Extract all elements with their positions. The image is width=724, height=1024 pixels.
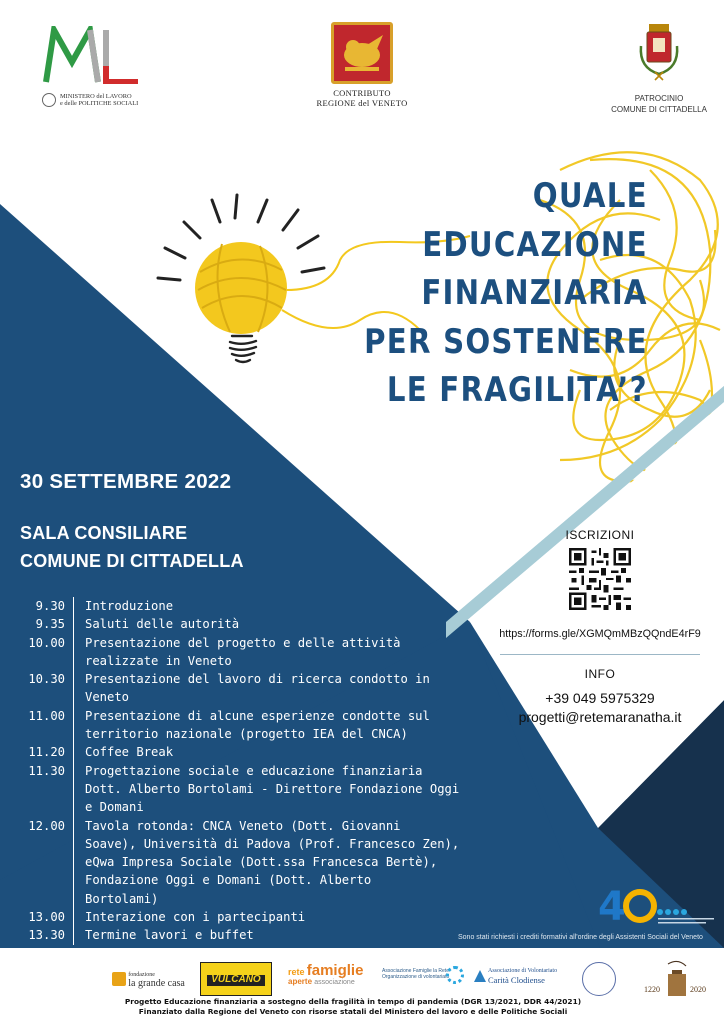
program-description xyxy=(74,707,430,744)
program-description xyxy=(74,597,173,615)
program-description-line: Termine lavori e buffet xyxy=(85,928,254,943)
venue-line1: SALA CONSILIARE xyxy=(20,523,188,543)
drop-icon xyxy=(474,970,486,982)
vulcano-logo xyxy=(200,962,272,996)
info-label: INFO xyxy=(584,667,616,681)
lion-of-st-mark-icon xyxy=(331,22,393,84)
program-item xyxy=(24,762,484,817)
rete-famiglie-aperte-logo xyxy=(288,964,363,988)
svg-text:4: 4 xyxy=(598,884,626,928)
program-time: 11.00 xyxy=(24,707,74,744)
famiglie-l2: famiglie xyxy=(306,962,364,979)
program-description-line: Introduzione xyxy=(85,599,174,613)
ministero-caption-line2: e delle POLITICHE SOCIALI xyxy=(60,100,139,107)
credits-note: Sono stati richiesti i crediti formativi all'ordine degli Assistenti Sociali del Veneto xyxy=(458,934,703,941)
program-description-line: Veneto xyxy=(85,690,130,705)
title-line: LE FRAGILITA’? xyxy=(387,370,648,410)
cnca-40-anniversary-logo xyxy=(598,882,718,928)
program-description xyxy=(74,743,173,761)
la-grande-casa-logo xyxy=(112,970,185,988)
program-description-line: Coffee Break xyxy=(85,745,174,760)
venue-line2: COMUNE DI CITTADELLA xyxy=(20,551,244,571)
cittadella-caption-line1: PATROCINIO xyxy=(634,94,684,103)
info-phone[interactable]: +39 049 5975329 xyxy=(545,690,655,706)
program-description-line: e Domani xyxy=(85,800,144,815)
program-description-line: Bortolami) xyxy=(85,891,159,906)
program-description-line: Dott. Alberto Bortolami - Direttore Fondazione Oggi xyxy=(85,781,460,796)
ml-monogram-icon xyxy=(42,26,142,84)
program-time: 13.00 xyxy=(24,908,74,926)
house-icon xyxy=(112,972,126,986)
carita-l2: Carità Clodiense xyxy=(488,974,545,985)
program-time: 13.30 xyxy=(24,926,74,944)
footer-funding-text xyxy=(118,997,588,1017)
program-description-line: Soave), Università di Padova (Prof. Francesco Zen), xyxy=(85,836,460,851)
info-email[interactable]: progetti@retemaranatha.it xyxy=(518,709,682,725)
divider xyxy=(500,654,700,655)
program-description-line: Interazione con i partecipanti xyxy=(85,910,306,925)
program-item xyxy=(24,615,484,633)
seal-logo-icon xyxy=(582,962,616,996)
registration-link[interactable]: https://forms.gle/XGMQmMBzQQndE4rF9 xyxy=(499,628,701,640)
registration-label: ISCRIZIONI xyxy=(565,528,635,542)
program-item xyxy=(24,817,484,908)
program-description xyxy=(74,926,254,944)
program-description-line: realizzate in Veneto xyxy=(85,653,232,668)
header-logos xyxy=(0,0,724,140)
carita-l1: Associazione di Volontariato xyxy=(488,968,558,974)
title-line: PER SOSTENERE xyxy=(364,321,648,362)
footer-line1: Progetto Educazione finanziaria a sostegno della fragilità in tempo di pandemia (DGR 13/2021, DDR 44/2021) xyxy=(124,997,582,1006)
program-description-line: territorio nazionale (progetto IEA del CNCA) xyxy=(85,727,408,742)
program-description-line: Presentazione del lavoro di ricerca condotto in xyxy=(85,672,430,687)
program-description xyxy=(74,908,305,926)
famiglie-l4: associazione xyxy=(314,979,355,986)
veneto-caption-line1: CONTRIBUTO xyxy=(333,88,391,98)
volontari-l1: Associazione Famiglie la Rete xyxy=(382,968,449,974)
program-description-line: Presentazione del progetto e delle attività xyxy=(85,635,401,650)
volontari-l2: Organizzazione di volontariato xyxy=(382,974,450,980)
program-description-line: eQwa Impresa Sociale (Dott.ssa Francesca Bertè), xyxy=(85,855,438,870)
program-description xyxy=(74,615,239,633)
program-time: 10.00 xyxy=(24,634,74,671)
snowflake-icon xyxy=(446,966,464,984)
program-description xyxy=(74,634,401,671)
program-description xyxy=(74,670,430,707)
program-time: 9.30 xyxy=(24,597,74,615)
carita-clodiense-logo xyxy=(474,966,557,985)
grande-casa-name: la grande casa xyxy=(128,977,185,989)
veneto-caption-line2: REGIONE del VENETO xyxy=(316,98,408,108)
program-time: 11.20 xyxy=(24,743,74,761)
program-time: 10.30 xyxy=(24,670,74,707)
registration-info-panel xyxy=(480,528,720,725)
program-time: 11.30 xyxy=(24,762,74,817)
title-line: QUALE xyxy=(533,176,648,216)
program-description xyxy=(74,817,459,908)
event-venue xyxy=(20,519,244,575)
famiglie-l3: aperte xyxy=(288,977,313,986)
ministero-lavoro-logo xyxy=(42,26,142,107)
program-description xyxy=(74,762,459,817)
anniv-end: 2020 xyxy=(690,985,706,994)
famiglie-l1: rete xyxy=(288,967,305,977)
program-time: 12.00 xyxy=(24,817,74,908)
italian-emblem-icon xyxy=(42,93,56,107)
program-item xyxy=(24,597,484,615)
program-description-line: Saluti delle autorità xyxy=(85,617,240,632)
cittadella-crest-icon xyxy=(637,22,681,82)
program-item xyxy=(24,926,484,944)
cittadella-anniversary-logo xyxy=(642,956,712,1000)
program-item xyxy=(24,634,484,671)
cittadella-caption-line2: COMUNE DI CITTADELLA xyxy=(611,105,707,114)
regione-veneto-logo xyxy=(312,22,412,108)
program-item xyxy=(24,908,484,926)
title-line: FINANZIARIA xyxy=(421,273,648,313)
program-description-line: Progettazione sociale e educazione finanziaria xyxy=(85,763,423,778)
program-description-line: Presentazione di alcune esperienze condotte sul xyxy=(85,708,430,723)
qr-code-icon[interactable] xyxy=(569,548,631,610)
anniv-start: 1220 xyxy=(644,985,660,994)
partner-logos xyxy=(0,954,724,998)
title-line: EDUCAZIONE xyxy=(422,224,648,265)
program-item xyxy=(24,707,484,744)
footer-line2: Finanziato dalla Regione del Veneto con risorse statali del Ministero del lavoro e delle Politiche Sociali xyxy=(138,1007,568,1016)
program-item xyxy=(24,743,484,761)
vulcano-name: VULCANO xyxy=(207,975,264,986)
program-time: 9.35 xyxy=(24,615,74,633)
comune-cittadella-logo xyxy=(604,22,714,115)
event-date: 30 SETTEMBRE 2022 xyxy=(20,470,232,493)
ministero-caption-line1: MINISTERO del LAVORO xyxy=(60,93,132,100)
program-item xyxy=(24,670,484,707)
program-description-line: Fondazione Oggi e Domani (Dott. Alberto xyxy=(85,873,372,888)
program-description-line: Tavola rotonda: CNCA Veneto (Dott. Giovanni xyxy=(85,818,401,833)
program-schedule xyxy=(24,597,484,945)
event-title xyxy=(364,172,648,415)
lightbulb-base-icon xyxy=(230,336,256,362)
grande-casa-small: fondazione xyxy=(128,972,155,978)
